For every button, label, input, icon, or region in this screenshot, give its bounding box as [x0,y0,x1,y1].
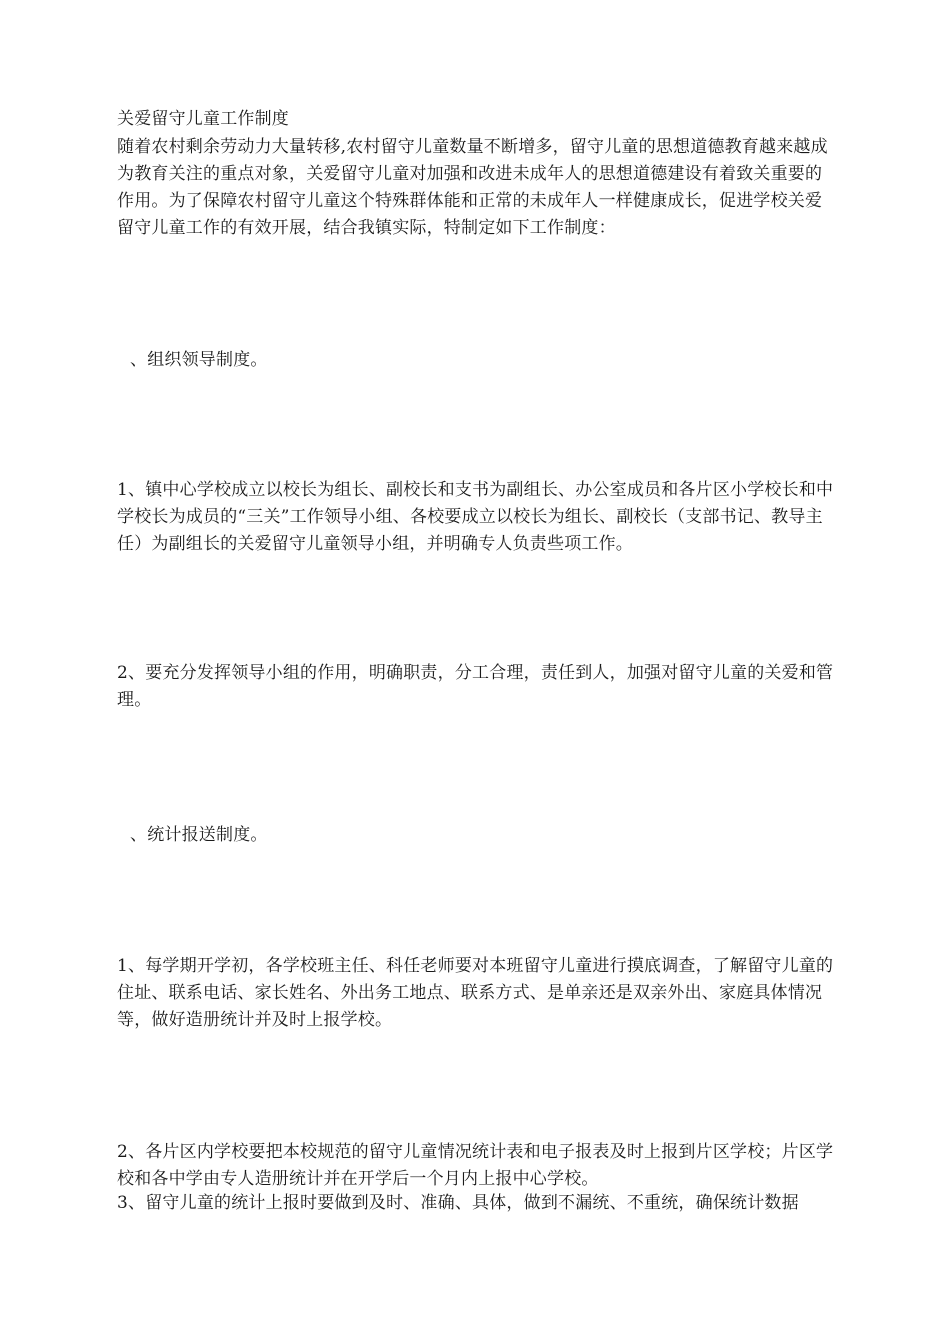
section-heading-statistics: 、统计报送制度。 [130,825,268,845]
section-heading-organization: 、组织领导制度。 [130,350,268,370]
section2-item-2: 2、各片区内学校要把本校规范的留守儿童情况统计表和电子报表及时上报到片区学校；片区学校和各中学由专人造册统计并在开学后一个月内上报中心学校。 [117,1142,834,1189]
intro-paragraph: 随着农村剩余劳动力大量转移,农村留守儿童数量不断增多，留守儿童的思想道德教育越来越成为教育关注的重点对象，关爱留守儿童对加强和改进未成年人的思想道德建设有着致关重要的作用。为了保障农村留守儿童这个特殊群体能和正常的未成年人一样健康成长，促进学校关爱留守儿童工作的有效开展，结合我镇实际，特制定如下工作制度： [117,137,828,238]
document-title: 关爱留守儿童工作制度 [117,109,289,129]
section2-item-1: 1、每学期开学初，各学校班主任、科任老师要对本班留守儿童进行摸底调查，了解留守儿童的住址、联系电话、家长姓名、外出务工地点、联系方式、是单亲还是双亲外出、家庭具体情况等，做好造册统计并及时上报学校。 [117,956,834,1030]
section1-item-2: 2、要充分发挥领导小组的作用，明确职责，分工合理，责任到人，加强对留守儿童的关爱和管理。 [117,663,834,710]
section1-item-1: 1、镇中心学校成立以校长为组长、副校长和支书为副组长、办公室成员和各片区小学校长和中学校长为成员的“三关”工作领导小组、各校要成立以校长为组长、副校长（支部书记、教导主任）为副组长的关爱留守儿童领导小组，并明确专人负责些项工作。 [117,480,834,554]
section2-item-3: 3、留守儿童的统计上报时要做到及时、准确、具体，做到不漏统、不重统，确保统计数据 [117,1193,799,1213]
